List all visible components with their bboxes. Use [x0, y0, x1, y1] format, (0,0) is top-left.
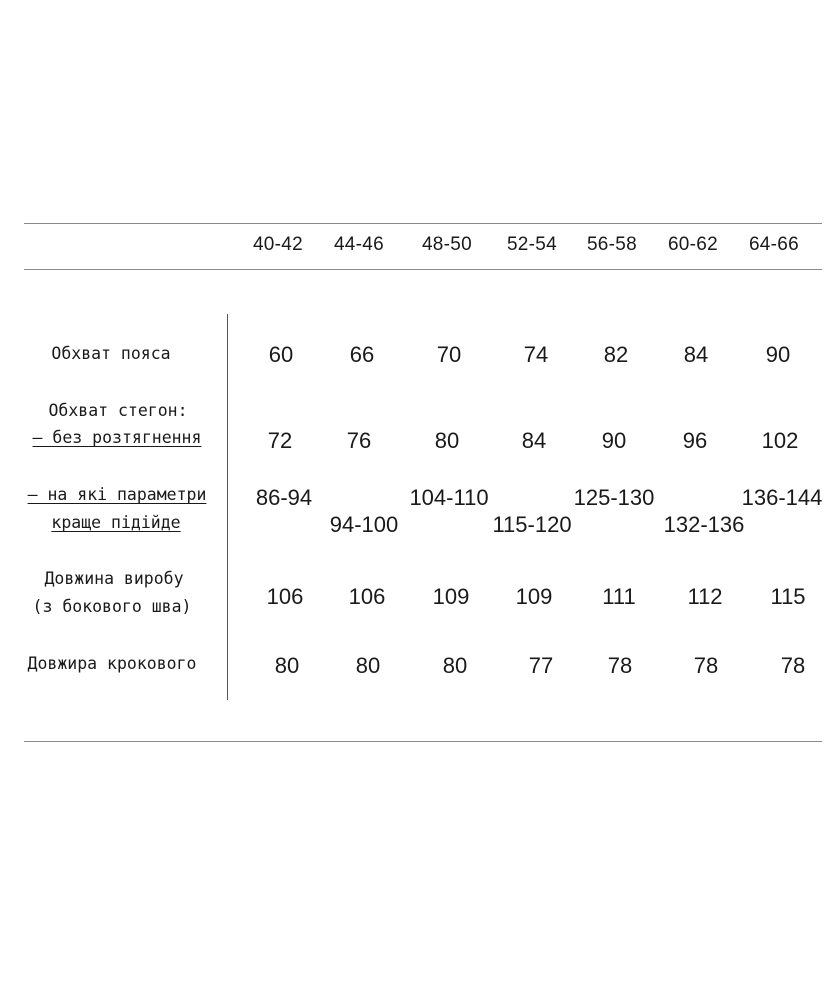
hips-fit-value: 94-100 [329, 512, 399, 537]
hips-fit-value: 136-144 [741, 485, 823, 510]
hips-no-stretch-value: 76 [346, 428, 372, 453]
waist-value: 84 [683, 342, 709, 367]
inseam-value: 77 [528, 653, 554, 678]
inseam-value: 80 [442, 653, 468, 678]
size-header: 64-66 [748, 234, 800, 255]
hips-no-stretch-value: 84 [521, 428, 547, 453]
waist-value: 82 [603, 342, 629, 367]
waist-value: 60 [268, 342, 294, 367]
bottom-divider [24, 741, 822, 742]
length-value: 106 [348, 584, 386, 609]
hips-no-stretch-value: 96 [682, 428, 708, 453]
hips-fit-value: 115-120 [492, 512, 572, 537]
length-value: 111 [602, 584, 636, 609]
inseam-value: 78 [607, 653, 633, 678]
length-value: 112 [687, 584, 723, 609]
length-label: (з бокового шва) [32, 597, 192, 616]
hips-no-stretch-value: 90 [601, 428, 627, 453]
size-header: 52-54 [506, 234, 558, 255]
hips-no-stretch-value: 80 [434, 428, 460, 453]
hips-fit-label: – на які параметри [27, 485, 207, 504]
length-value: 109 [515, 584, 553, 609]
header-divider [24, 269, 822, 270]
size-header: 40-42 [252, 234, 304, 255]
hips-no-stretch-value: 102 [761, 428, 799, 453]
length-value: 109 [432, 584, 470, 609]
hips-fit-value: 132-136 [663, 512, 745, 537]
hips-fit-value: 86-94 [255, 485, 313, 510]
hips-fit-label: краще підійде [51, 513, 181, 532]
top-divider [24, 223, 822, 224]
hips-no-stretch-value: 72 [267, 428, 293, 453]
waist-value: 70 [436, 342, 462, 367]
waist-value: 74 [523, 342, 549, 367]
inseam-value: 80 [355, 653, 381, 678]
waist-value: 90 [765, 342, 791, 367]
hips-fit-value: 104-110 [409, 485, 489, 510]
size-header: 56-58 [586, 234, 638, 255]
size-header: 44-46 [333, 234, 385, 255]
inseam-value: 78 [780, 653, 806, 678]
length-value: 106 [266, 584, 304, 609]
hips-no-stretch-label: – без розтягнення [32, 428, 202, 447]
length-value: 115 [770, 584, 806, 609]
hips-header-label: Обхват стегон: [48, 401, 188, 420]
inseam-label: Довжира крокового [27, 654, 197, 673]
inseam-value: 78 [693, 653, 719, 678]
label-column-divider [227, 314, 228, 700]
length-label: Довжина виробу [44, 569, 184, 588]
hips-fit-value: 125-130 [573, 485, 655, 510]
waist-label: Обхват пояса [51, 344, 171, 363]
inseam-value: 80 [274, 653, 300, 678]
size-header: 48-50 [421, 234, 473, 255]
waist-value: 66 [349, 342, 375, 367]
size-header: 60-62 [667, 234, 719, 255]
